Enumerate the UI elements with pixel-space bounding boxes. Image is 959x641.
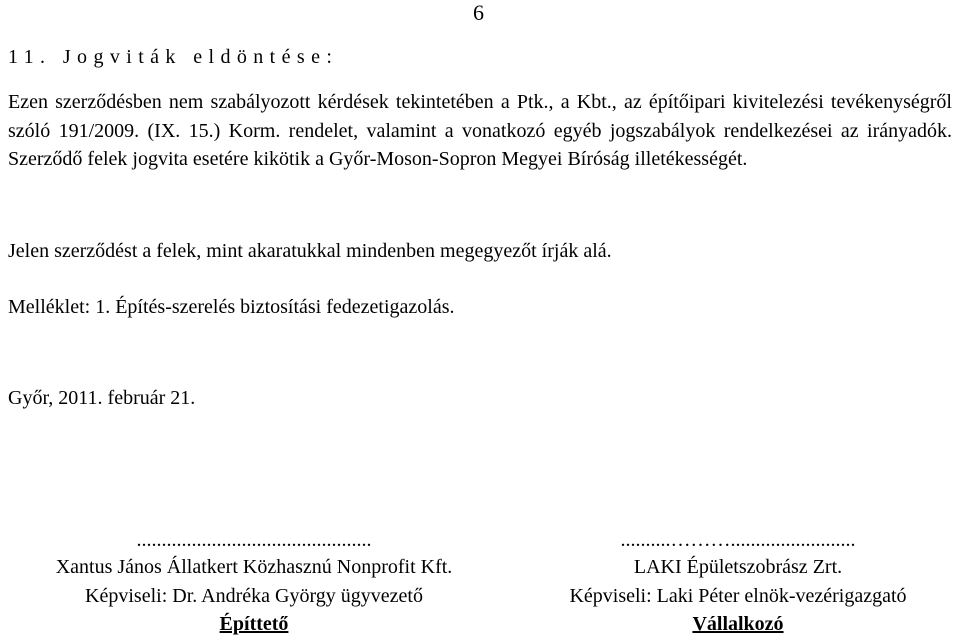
signature-block-contractor	[520, 527, 956, 639]
signatory-company: LAKI Épületszobrász Zrt.	[633, 556, 843, 578]
signatory-representative: Képviseli: Dr. Andréka György ügyvezető	[85, 584, 423, 607]
signature-block-builder	[2, 527, 506, 639]
attachment-line: Melléklet: 1. Építés-szerelés biztosítási fedezetigazolás.	[8, 296, 455, 318]
place-date: Győr, 2011. február 21.	[8, 387, 196, 409]
signatory-company: Xantus János Állatkert Közhasznú Nonprofit Kft.	[55, 556, 453, 578]
disputes-paragraph: Ezen szerződésben nem szabályozott kérdések tekintetében a Ptk., a Kbt., az építőipari kivitelezési tevékenységről szóló 191/2009. (IX. 15.) Korm. rendelet, valamint a vonatkozó egyéb jogszabályok rendelkezései az irányadók. Szerződő felek jogvita esetére kikötik a Győr-Moson-Sopron Megyei Bíróság illetékességét.	[8, 91, 952, 170]
signatory-representative: Képviseli: Laki Péter elnök-vezérigazgató	[569, 584, 907, 607]
signatory-role: Építtető	[219, 613, 289, 635]
signature-line: ...............................................	[136, 529, 372, 551]
page-number: 6	[473, 0, 484, 25]
signature-line: ..........……….........................	[620, 529, 856, 551]
signing-statement: Jelen szerződést a felek, mint akaratukkal mindenben megegyezőt írják alá.	[8, 240, 612, 262]
signatory-role: Vállalkozó	[692, 613, 784, 635]
section-heading: 11. Jogviták eldöntése:	[8, 46, 339, 68]
